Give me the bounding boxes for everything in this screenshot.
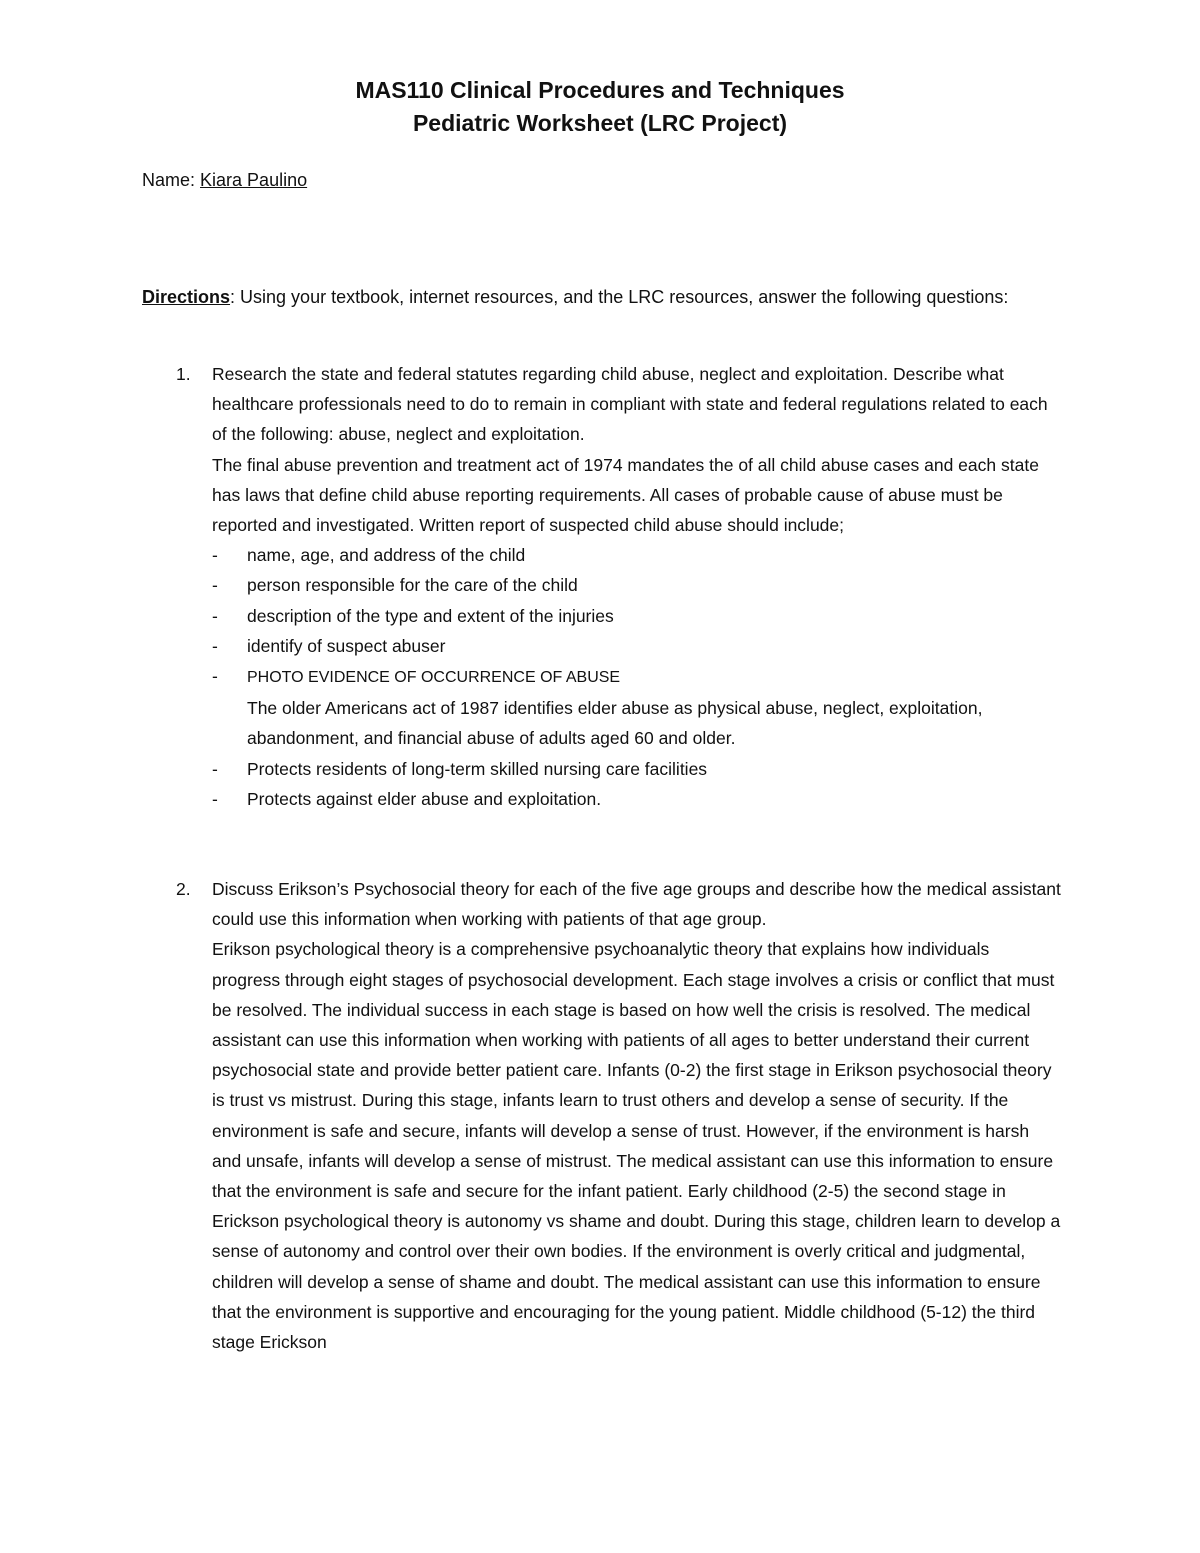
list-item: - name, age, and address of the child bbox=[212, 545, 526, 566]
name-line bbox=[142, 168, 307, 192]
question-prompt: Research the state and federal statutes regarding child abuse, neglect and exploitation. Describe what healthcare professionals need to do to remain in compliant with state and federal regulations related to each of the following: abuse, neglect and exploitation. bbox=[212, 364, 1048, 445]
question-body bbox=[212, 874, 1062, 1357]
question-answer: The final abuse prevention and treatment act of 1974 mandates the of all child abuse cases and each state has laws that define child abuse reporting requirements. All cases of probable cause of abuse must be reported and investigated. Written report of suspected child abuse should include; bbox=[212, 454, 1039, 536]
elder-abuse-list bbox=[212, 754, 1062, 814]
question-answer: Erikson psychological theory is a comprehensive psychoanalytic theory that explains how individuals progress through eight stages of psychosocial development. Each stage involves a crisis or conflict that must be resolved. The individual success in each stage is based on how well the crisis is resolved. The medical assistant can use this information when working with patients of all ages to better understand their current psychosocial state and provide better patient care. Infants (0-2) the first stage in Erikson psychosocial theory is trust vs mistrust. During this stage, infants learn to trust others and develop a sense of security. If the environment is safe and secure, infants will develop a sense of trust. However, if the environment is harsh and unsafe, infants will develop a sense of mistrust. The medical assistant can use this information to ensure that the environment is safe and secure for the infant patient. Early childhood (2-5) the second stage in Erickson psychological theory is autonomy vs shame and doubt. During this stage, children learn to develop a sense of autonomy and control over their own bodies. If the environment is overly critical and judgmental, children will develop a sense of shame and doubt. The medical assistant can use this information to ensure that the environment is supportive and encouraging for the young patient. Middle childhood (5-12) the third stage Erickson bbox=[212, 939, 1061, 1353]
elder-abuse-text: The older Americans act of 1987 identifies elder abuse as physical abuse, neglect, exploitation, abandonment, and financial abuse of adults aged 60 and older. bbox=[247, 698, 983, 749]
question-prompt: Discuss Erikson’s Psychosocial theory for each of the five age groups and describe how the medical assistant could use this information when working with patients of that age group. bbox=[212, 879, 1061, 930]
question-number: 1. bbox=[176, 364, 191, 384]
question-1 bbox=[142, 359, 1062, 814]
directions-text: : Using your textbook, internet resources, and the LRC resources, answer the following questions: bbox=[230, 287, 1009, 307]
list-item: - Protects residents of long-term skilled nursing care facilities bbox=[212, 758, 708, 779]
question-body bbox=[212, 359, 1062, 814]
list-item: - identify of suspect abuser bbox=[212, 635, 446, 656]
directions-label: Directions bbox=[142, 287, 231, 307]
document-title: MAS110 Clinical Procedures and Techniques bbox=[355, 77, 845, 103]
document-subtitle: Pediatric Worksheet (LRC Project) bbox=[412, 110, 788, 136]
list-item: - person responsible for the care of the child bbox=[212, 575, 578, 596]
list-item: - Protects against elder abuse and exploitation. bbox=[212, 788, 602, 809]
list-item: - description of the type and extent of the injuries bbox=[212, 605, 614, 626]
child-abuse-report-list bbox=[212, 540, 1062, 693]
title-block bbox=[0, 74, 1200, 140]
question-2 bbox=[142, 874, 1062, 1357]
question-number: 2. bbox=[176, 879, 191, 899]
name-value: Kiara Paulino bbox=[200, 170, 308, 190]
name-label: Name: bbox=[142, 170, 196, 190]
directions bbox=[142, 282, 1042, 312]
list-item: - PHOTO EVIDENCE OF OCCURRENCE OF ABUSE bbox=[212, 666, 621, 687]
